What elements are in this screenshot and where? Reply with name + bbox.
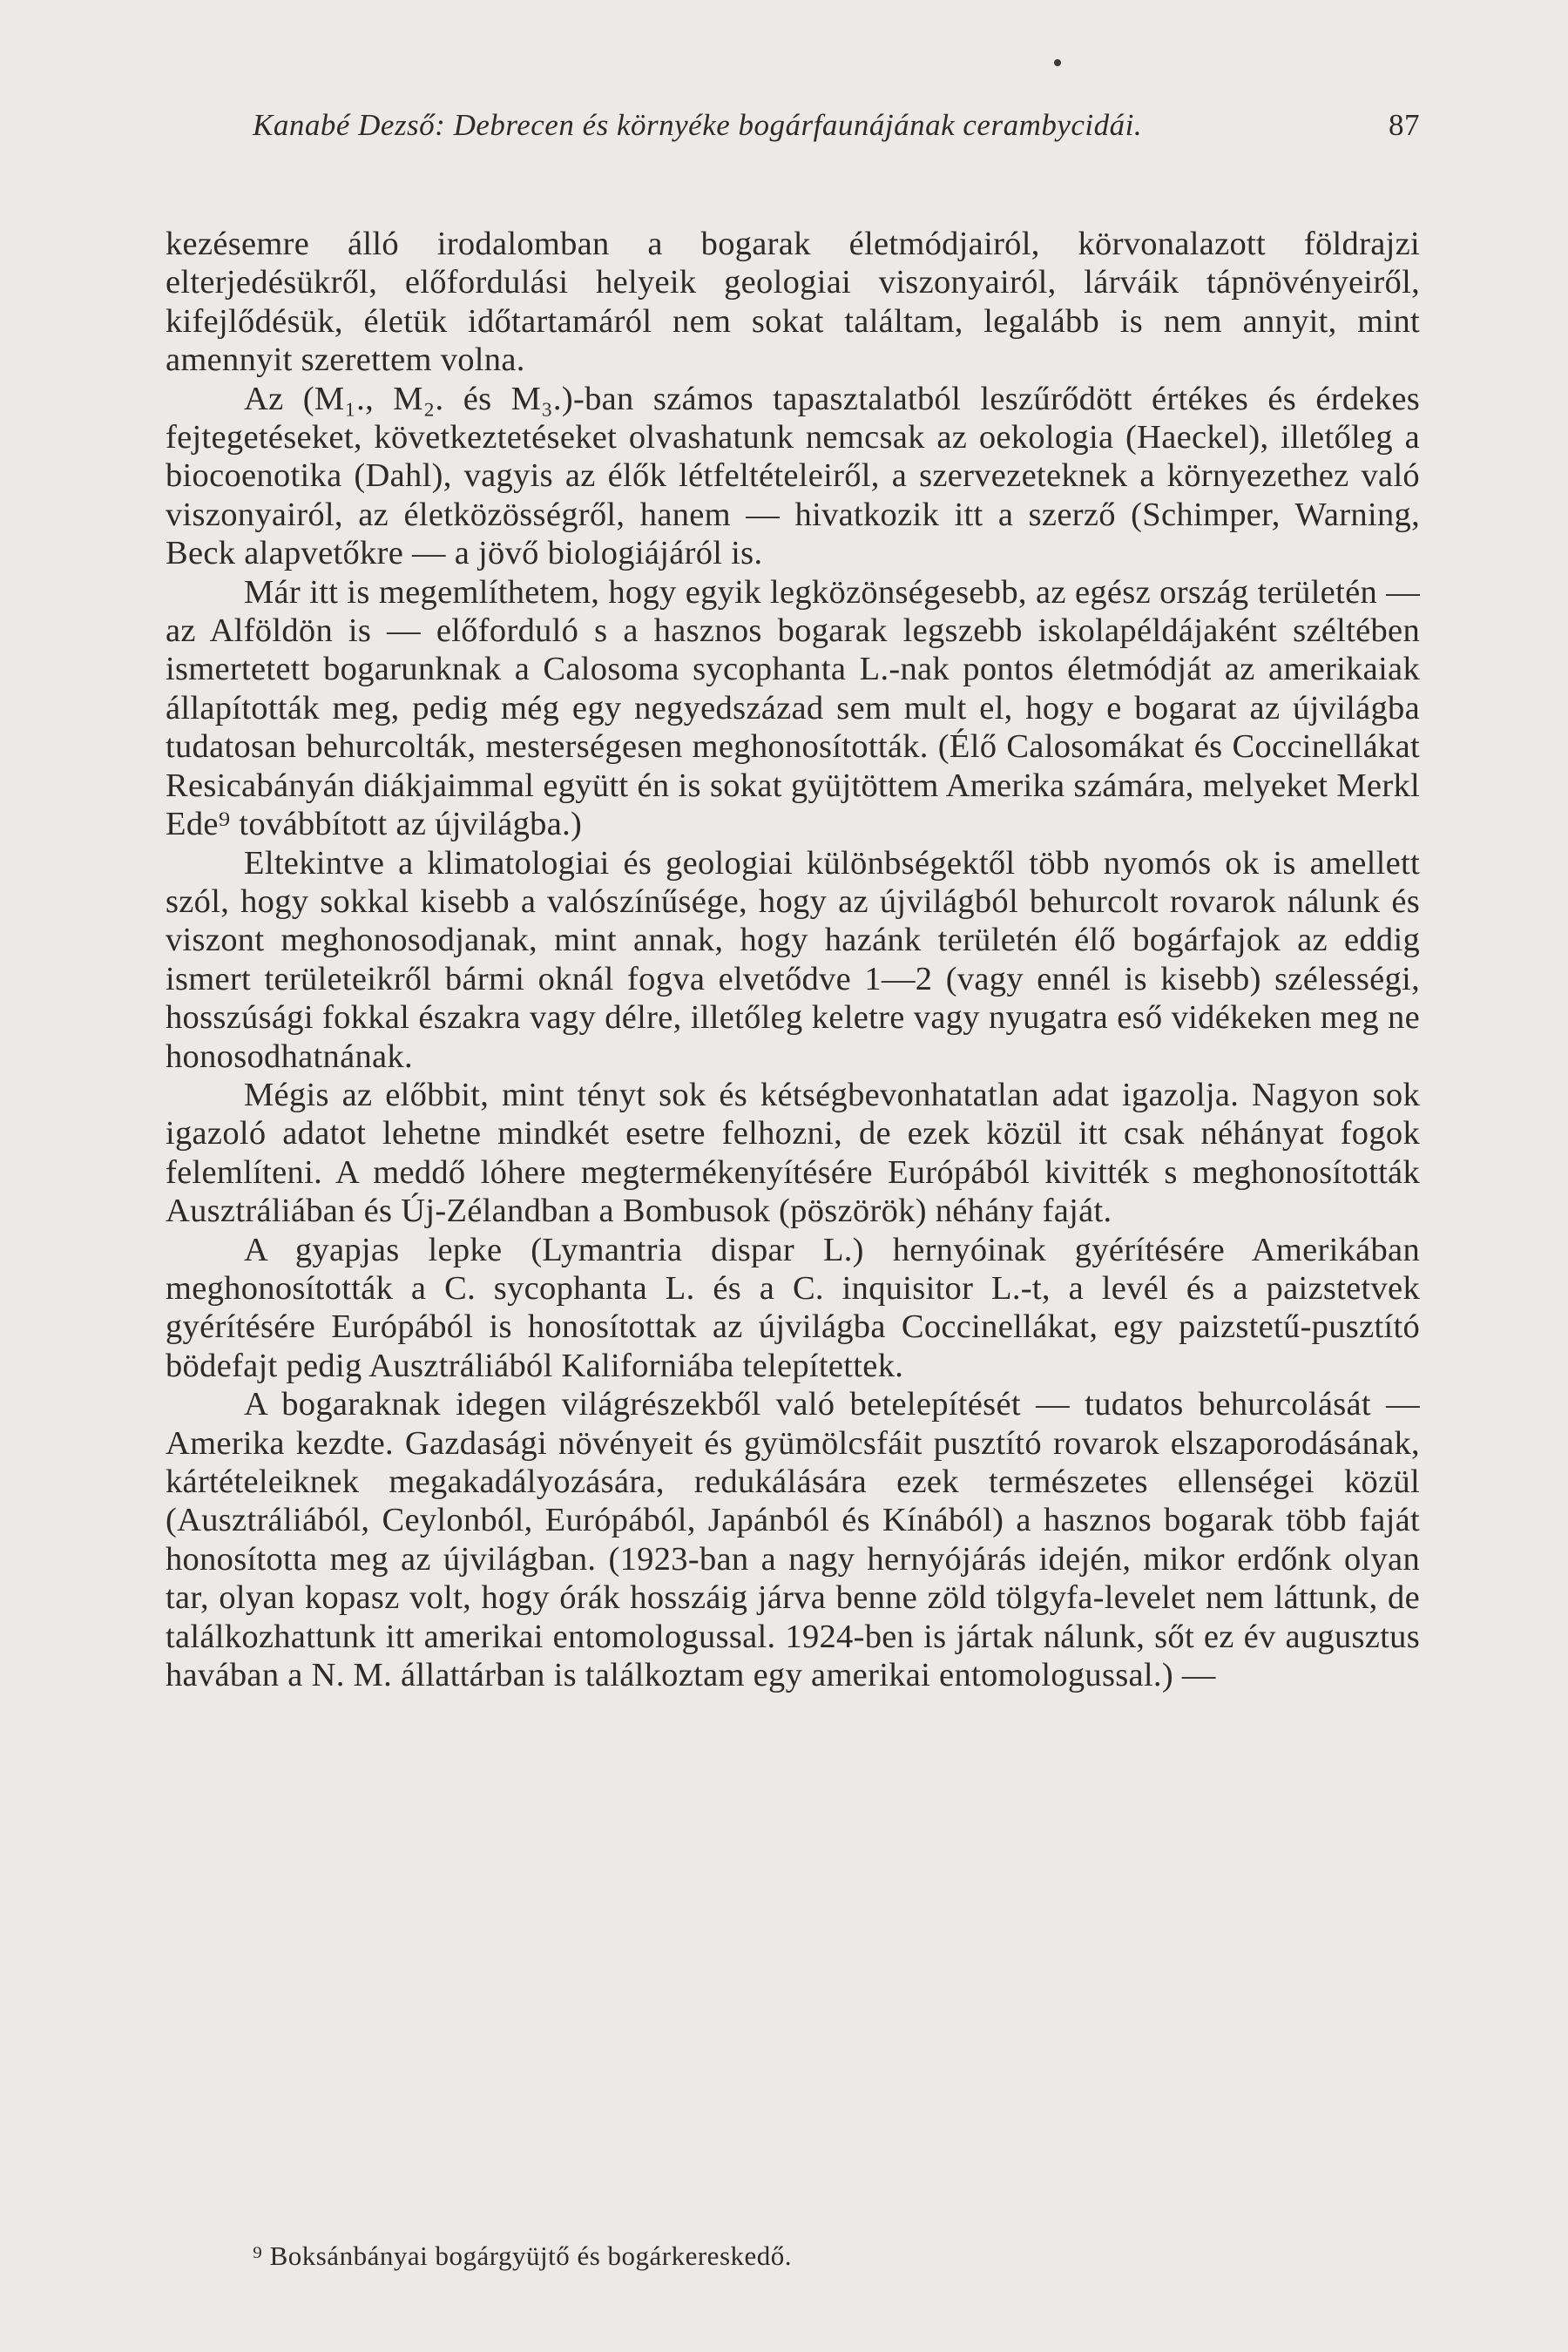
paragraph: Mégis az előbbit, mint tényt sok és kétségbevonhatatlan adat igazolja. Nagyon sok igazoló adatot lehetne mindkét esetre felhozni, de ezek közül itt csak néhányat fogok felemlíteni. A meddő lóhere megtermékenyítésére Európából kivitték s meghonosították Ausztráliában és Új-Zélandban a Bombusok (pöszörök) néhány faját. <box>166 1076 1420 1230</box>
paragraph: A bogaraknak idegen világrészekből való betelepítését — tudatos behurcolását — Amerika kezdte. Gazdasági növényeit és gyümölcsfáit pusztító rovarok elszaporodásának, kártételeiknek megakadályozására, redukálására ezek természetes ellenségei közül (Ausztráliából, Ceylonból, Európából, Japánból és Kínából) a hasznos bogarak több faját honosította meg az újvilágban. (1923-ban a nagy hernyójárás idején, mikor erdőnk olyan tar, olyan kopasz volt, hogy órák hosszáig járva benne zöld tölgyfa-levelet nem láttunk, de találkozhattunk itt amerikai entomologussal. 1924-ben is jártak nálunk, sőt ez év augusztus havában a N. M. állattárban is találkoztam egy amerikai entomologussal.) — <box>166 1386 1420 1694</box>
paragraph: kezésemre álló irodalomban a bogarak életmódjairól, körvonalazott földrajzi elterjedésükről, előfordulási helyeik geologiai viszonyairól, lárváik tápnövényeiről, kifejlődésük, életük időtartamáról nem sokat találtam, legalább is nem annyit, mint amennyit szerettem volna. <box>166 226 1420 379</box>
footnote-text: Boksánbányai bogárgyüjtő és bogárkereskedő. <box>269 2240 793 2271</box>
paragraph: Eltekintve a klimatologiai és geologiai különbségektől több nyomós ok is amellett szól, hogy sokkal kisebb a valószínűsége, hogy az újvilágból behurcolt rovarok nálunk és viszont meghonosodjanak, mint annak, hogy hazánk területén élő bogárfajok az eddig ismert területeikről bármi oknál fogva elvetődve 1—2 (vagy ennél is kisebb) szélességi, hosszúsági fokkal északra vagy délre, illetőleg keletre vagy nyugatra eső vidékeken meg ne honosodhatnának. <box>166 844 1420 1075</box>
running-header <box>166 108 1420 153</box>
running-title: Kanabé Dezső: Debrecen és környéke bogárfaunájának cerambycidái. <box>253 108 1143 142</box>
page-number: 87 <box>1389 108 1420 142</box>
footnote <box>253 2240 792 2272</box>
paragraph: Az (M₁., M₂. és M₃.)-ban számos tapasztalatból leszűrődött értékes és érdekes fejtegetéseket, következtetéseket olvashatunk nemcsak az oekologia (Haeckel), illetőleg a biocoenotika (Dahl), vagyis az élők létfeltételeiről, a szervezeteknek a környezethez való viszonyairól, az életközösségről, hanem — hivatkozik itt a szerző (Schimper, Warning, Beck alapvetőkre — a jövő biologiájáról is. <box>166 380 1420 572</box>
paragraph: Már itt is megemlíthetem, hogy egyik legközönségesebb, az egész ország területén — az Alföldön is — előforduló s a hasznos bogarak legszebb iskolapéldájaként széltében ismertetett bogarunknak a Calosoma sycophanta L.-nak pontos életmódját az amerikaiak állapították meg, pedig még egy negyedszázad sem mult el, hogy e bogarat az újvilágba tudatosan behurcolták, mesterségesen meghonosították. (Élő Calosomákat és Coccinellákat Resicabányán diákjaimmal együtt én is sokat gyüjtöttem Amerika számára, melyeket Merkl Ede⁹ továbbított az újvilágba.) <box>166 573 1420 843</box>
speck-mark <box>1054 59 1061 66</box>
body-text <box>166 225 1420 1694</box>
footnote-marker: ⁹ <box>253 2240 263 2271</box>
paragraph: A gyapjas lepke (Lymantria dispar L.) hernyóinak gyérítésére Amerikában meghonosították a C. sycophanta L. és a C. inquisitor L.-t, a levél és a paizstetvek gyérítésére Európából is honosítottak az újvilágba Coccinellákat, egy paizstetű-pusztító bödefajt pedig Ausztráliából Kaliforniába telepítettek. <box>166 1231 1420 1384</box>
